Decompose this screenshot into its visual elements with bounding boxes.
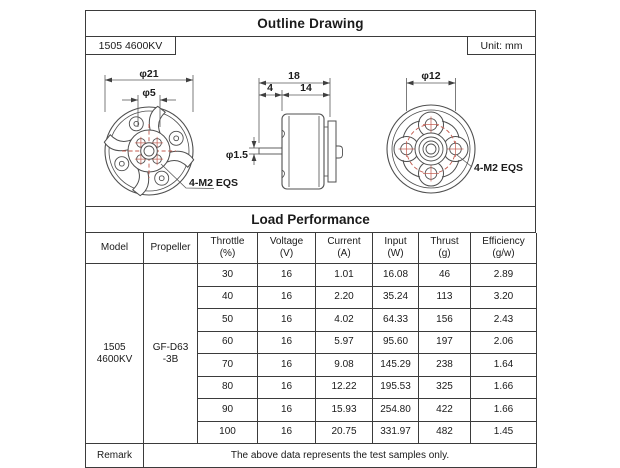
cell-current: 15.93: [316, 399, 373, 422]
cell-current: 9.08: [316, 354, 373, 377]
cell-current: 12.22: [316, 376, 373, 399]
cell-efficiency: 1.66: [471, 376, 537, 399]
cell-efficiency: 2.43: [471, 309, 537, 332]
back-dim-bolt-circle: φ12: [421, 70, 441, 82]
cell-throttle: 100: [198, 421, 258, 444]
remark-row: [86, 444, 537, 468]
cell-input: 254.80: [373, 399, 419, 422]
remark-label: Remark: [86, 444, 144, 468]
cell-throttle: 80: [198, 376, 258, 399]
cell-current: 2.20: [316, 286, 373, 309]
cell-thrust: 46: [419, 264, 471, 287]
col-header-input: Input (W): [373, 233, 419, 264]
spec-sheet: [85, 10, 536, 468]
page-title: Outline Drawing: [85, 10, 536, 37]
side-dim-front: 4: [267, 82, 273, 94]
model-badge: 1505 4600KV: [86, 37, 176, 55]
cell-voltage: 16: [258, 309, 316, 332]
cell-voltage: 16: [258, 399, 316, 422]
cell-thrust: 113: [419, 286, 471, 309]
cell-voltage: 16: [258, 354, 316, 377]
cell-voltage: 16: [258, 376, 316, 399]
cell-throttle: 60: [198, 331, 258, 354]
cell-voltage: 16: [258, 331, 316, 354]
col-header-propeller: Propeller: [144, 233, 198, 264]
cell-voltage: 16: [258, 264, 316, 287]
table-row: [86, 264, 537, 287]
cell-thrust: 482: [419, 421, 471, 444]
col-header-model: Model: [86, 233, 144, 264]
col-header-current: Current (A): [316, 233, 373, 264]
col-header-thrust: Thrust (g): [419, 233, 471, 264]
cell-voltage: 16: [258, 421, 316, 444]
cell-input: 35.24: [373, 286, 419, 309]
cell-thrust: 197: [419, 331, 471, 354]
cell-thrust: 156: [419, 309, 471, 332]
cell-throttle: 30: [198, 264, 258, 287]
cell-propeller: GF-D63 -3B: [144, 264, 198, 444]
cell-input: 95.60: [373, 331, 419, 354]
cell-current: 5.97: [316, 331, 373, 354]
cell-thrust: 422: [419, 399, 471, 422]
front-mount-label: 4-M2 EQS: [189, 177, 239, 189]
cell-voltage: 16: [258, 286, 316, 309]
back-mount-label: 4-M2 EQS: [474, 162, 524, 174]
load-performance-table: [85, 233, 537, 468]
col-header-efficiency: Efficiency (g/w): [471, 233, 537, 264]
outline-drawing-section: [85, 37, 536, 207]
cell-thrust: 238: [419, 354, 471, 377]
side-view-drawing: [226, 70, 343, 189]
cell-throttle: 70: [198, 354, 258, 377]
cell-current: 4.02: [316, 309, 373, 332]
cell-model: 1505 4600KV: [86, 264, 144, 444]
remark-text: The above data represents the test samples only.: [144, 444, 537, 468]
cell-input: 16.08: [373, 264, 419, 287]
back-view-drawing: [387, 70, 523, 193]
cell-efficiency: 1.64: [471, 354, 537, 377]
cell-throttle: 40: [198, 286, 258, 309]
cell-input: 145.29: [373, 354, 419, 377]
side-dim-body: 14: [300, 82, 312, 94]
cell-efficiency: 1.66: [471, 399, 537, 422]
front-dim-hub: φ5: [142, 87, 156, 99]
cell-input: 64.33: [373, 309, 419, 332]
cell-efficiency: 1.45: [471, 421, 537, 444]
cell-current: 20.75: [316, 421, 373, 444]
side-dim-total: 18: [288, 70, 300, 82]
cell-efficiency: 3.20: [471, 286, 537, 309]
cell-thrust: 325: [419, 376, 471, 399]
cell-throttle: 50: [198, 309, 258, 332]
cell-input: 331.97: [373, 421, 419, 444]
front-dim-outer: φ21: [139, 68, 159, 80]
cell-throttle: 90: [198, 399, 258, 422]
cell-current: 1.01: [316, 264, 373, 287]
unit-label: Unit: mm: [467, 37, 535, 55]
front-view-drawing: [103, 68, 238, 197]
col-header-throttle: Throttle (%): [198, 233, 258, 264]
load-performance-title: Load Performance: [85, 207, 536, 233]
col-header-voltage: Voltage (V): [258, 233, 316, 264]
outline-drawing-canvas: [86, 37, 534, 204]
cell-efficiency: 2.89: [471, 264, 537, 287]
cell-efficiency: 2.06: [471, 331, 537, 354]
cell-input: 195.53: [373, 376, 419, 399]
side-dim-shaft: φ1.5: [225, 149, 248, 161]
